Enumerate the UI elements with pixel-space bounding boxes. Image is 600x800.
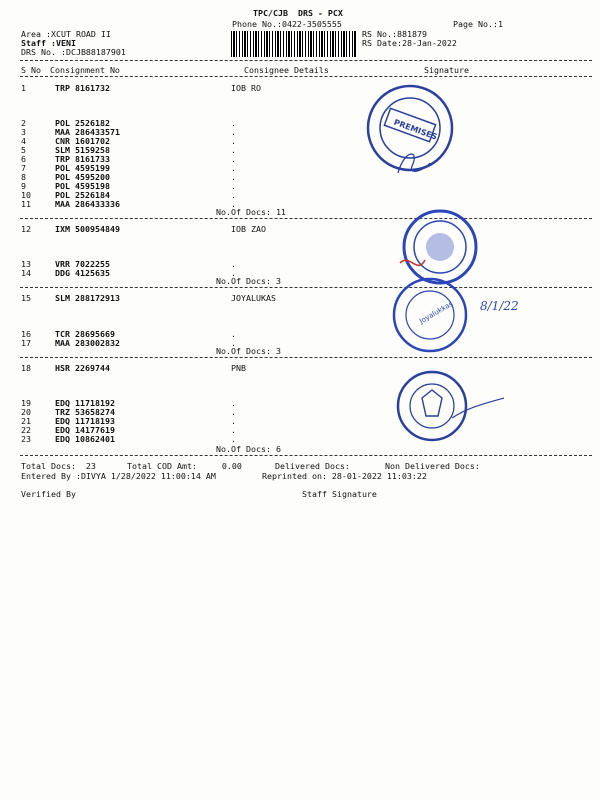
area-label: Area :XCUT ROAD II	[21, 29, 111, 39]
delivered-docs: Delivered Docs:	[275, 461, 350, 471]
phone-number: Phone No.:0422-3505555	[232, 19, 342, 29]
non-delivered-docs: Non Delivered Docs:	[385, 461, 480, 471]
verified-by: Verified By	[21, 489, 76, 499]
svg-text:PREMISES: PREMISES	[392, 117, 439, 142]
rs-date: RS Date:28-Jan-2022	[362, 38, 457, 48]
divider	[20, 218, 592, 219]
staff-label: Staff :VENI	[21, 38, 76, 48]
joyalukkas-stamp	[388, 270, 538, 365]
docs-count: No.Of Docs: 3	[216, 276, 281, 286]
svg-text:Joyalukkas: Joyalukkas	[418, 299, 455, 326]
row-consignment: TRP 8161732	[55, 83, 110, 93]
divider	[20, 76, 592, 77]
row-consignee: IOB RO	[231, 83, 261, 93]
document-title: TPC/CJB DRS - PCX	[253, 8, 343, 18]
signature-date: 8/1/22	[480, 299, 519, 313]
staff-signature-label: Staff Signature	[302, 489, 377, 499]
col-consignment: Consignment No	[50, 65, 120, 75]
row-sno: 1	[21, 83, 26, 93]
docs-count: No.Of Docs: 11	[216, 207, 286, 217]
total-cod: Total COD Amt: 0.00	[127, 461, 242, 471]
barcode	[231, 31, 357, 57]
page-number: Page No.:1	[453, 19, 503, 29]
col-signature: Signature	[424, 65, 469, 75]
divider	[20, 60, 592, 61]
col-consignee: Consignee Details	[244, 65, 329, 75]
pnb-stamp	[392, 368, 512, 448]
rs-number: RS No.:881879	[362, 29, 427, 39]
divider	[20, 455, 592, 456]
drs-number: DRS No. :DCJB88187901	[21, 47, 126, 57]
row-consignee: PNB	[231, 363, 246, 373]
reprinted-on: Reprinted on: 28-01-2022 11:03:22	[262, 471, 427, 481]
row-consignee: JOYALUKAS	[231, 293, 276, 303]
docs-count: No.Of Docs: 3	[216, 346, 281, 356]
row-consignee: IOB ZAO	[231, 224, 266, 234]
docs-count: No.Of Docs: 6	[216, 444, 281, 454]
col-sno: S No	[21, 65, 41, 75]
total-docs: Total Docs: 23	[21, 461, 96, 471]
entered-by: Entered By :DIVYA 1/28/2022 11:00:14 AM	[21, 471, 216, 481]
iob-ro-stamp	[350, 78, 480, 188]
